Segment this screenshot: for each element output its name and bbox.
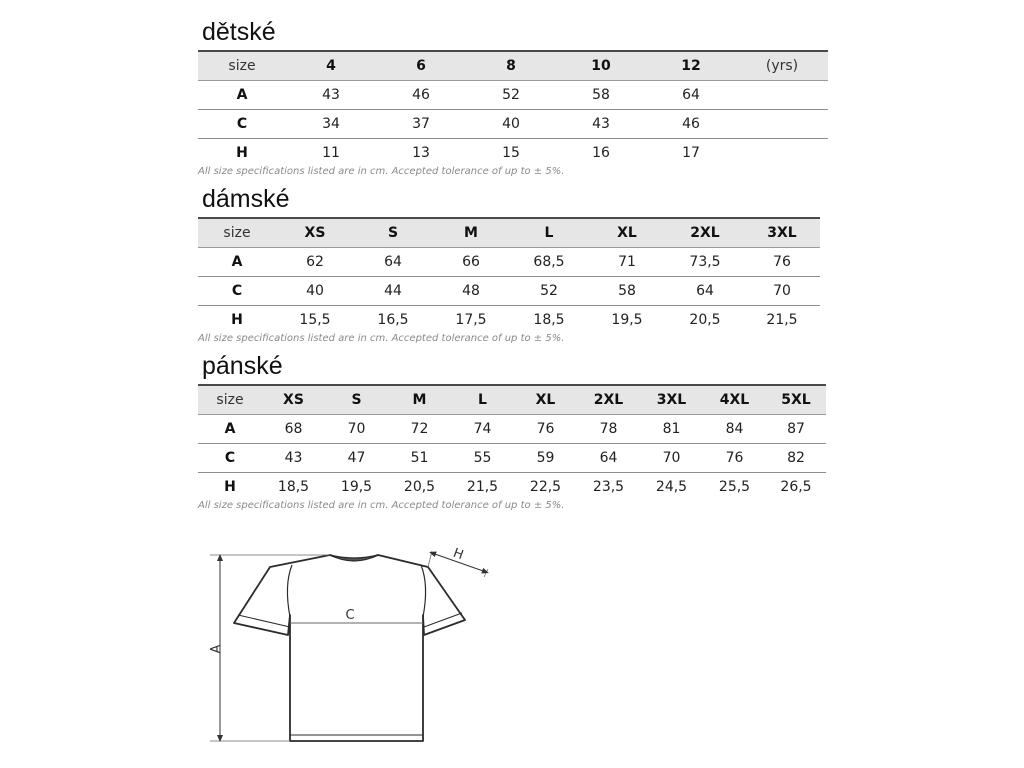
table-cell-empty	[736, 110, 828, 139]
table-cell: 18,5	[277, 479, 310, 495]
row-label: A	[231, 254, 243, 270]
table-cell: 58	[618, 283, 636, 299]
chest-width-label: C	[345, 608, 355, 623]
row-label: C	[236, 116, 248, 132]
table-cell: 19,5	[340, 479, 373, 495]
table-cell: 58	[592, 87, 610, 103]
women-size-table	[198, 217, 820, 334]
table-cell: 20,5	[689, 312, 721, 328]
table-cell: 20,5	[403, 479, 436, 495]
kids-size-col: 12	[681, 58, 701, 74]
table-cell: 70	[662, 450, 681, 466]
table-cell: 34	[322, 116, 340, 132]
table-row	[198, 473, 826, 502]
women-size-col: L	[544, 225, 554, 241]
kids-size-col: 10	[591, 58, 611, 74]
men-size-col: 5XL	[781, 392, 811, 408]
table-cell: 81	[662, 421, 681, 437]
table-cell: 37	[412, 116, 430, 132]
table-cell: 40	[306, 283, 324, 299]
table-row	[198, 139, 828, 168]
table-cell: 76	[725, 450, 744, 466]
women-size-col: 2XL	[690, 225, 720, 241]
row-label: C	[231, 283, 243, 299]
men-size-col: L	[478, 392, 487, 408]
table-cell: 76	[773, 254, 791, 270]
tshirt-collar	[330, 555, 378, 561]
sleeve-guide-2	[484, 569, 488, 577]
women-size-col: M	[464, 225, 478, 241]
table-cell: 84	[725, 421, 744, 437]
kids-size-label: size	[228, 58, 256, 74]
table-cell: 21,5	[766, 312, 798, 328]
kids-size-col: 8	[506, 58, 516, 74]
table-cell: 48	[462, 283, 480, 299]
table-cell: 68,5	[533, 254, 565, 270]
table-cell-empty	[736, 81, 828, 110]
kids-header-row	[198, 51, 828, 81]
kids-size-table	[198, 50, 828, 167]
men-size-col: M	[412, 392, 427, 408]
table-cell: 15	[502, 145, 520, 161]
table-cell: 66	[462, 254, 480, 270]
table-cell: 16	[592, 145, 610, 161]
men-size-col: XL	[535, 392, 556, 408]
tshirt-outline	[234, 555, 465, 741]
table-cell: 55	[473, 450, 492, 466]
table-cell: 51	[410, 450, 429, 466]
table-cell: 43	[284, 450, 303, 466]
sleeve-label: H	[451, 545, 466, 564]
row-label: A	[236, 87, 248, 103]
kids-tolerance-note: All size specifications listed are in cm. Accepted tolerance of up to ± 5%.	[198, 166, 565, 177]
table-cell: 24,5	[655, 479, 688, 495]
sleeve-hem-right	[424, 613, 462, 627]
table-cell: 46	[412, 87, 430, 103]
length-label: A	[209, 644, 224, 654]
women-title: dámské	[202, 185, 290, 213]
table-row	[198, 110, 828, 139]
kids-title: dětské	[202, 18, 276, 46]
table-cell: 64	[599, 450, 618, 466]
table-cell: 62	[306, 254, 324, 270]
table-cell: 59	[536, 450, 555, 466]
table-row	[198, 306, 820, 335]
men-size-col: 2XL	[593, 392, 624, 408]
table-cell: 21,5	[466, 479, 499, 495]
table-row	[198, 248, 820, 277]
men-size-col: 4XL	[719, 392, 750, 408]
men-size-col: 3XL	[656, 392, 687, 408]
table-cell: 23,5	[592, 479, 625, 495]
table-cell: 47	[347, 450, 366, 466]
table-cell: 19,5	[611, 312, 643, 328]
table-cell: 13	[412, 145, 430, 161]
row-label: H	[231, 312, 243, 328]
men-title: pánské	[202, 352, 283, 380]
table-cell: 73,5	[689, 254, 721, 270]
table-row	[198, 444, 826, 473]
table-cell: 43	[322, 87, 340, 103]
men-tolerance-note: All size specifications listed are in cm. Accepted tolerance of up to ± 5%.	[198, 500, 565, 511]
table-cell: 15,5	[299, 312, 331, 328]
women-header-row	[198, 218, 820, 248]
table-cell: 52	[502, 87, 520, 103]
women-size-col: 3XL	[767, 225, 797, 241]
table-cell: 82	[787, 450, 805, 466]
table-cell: 64	[696, 283, 714, 299]
table-cell: 64	[384, 254, 402, 270]
table-cell: 68	[284, 421, 303, 437]
table-row	[198, 81, 828, 110]
women-size-col: S	[387, 225, 399, 241]
men-header-row	[198, 385, 826, 415]
sleeve-seam-right	[421, 565, 426, 617]
row-label: H	[236, 145, 248, 161]
table-cell: 26,5	[780, 479, 812, 495]
table-cell: 17,5	[455, 312, 487, 328]
table-cell: 11	[322, 145, 340, 161]
table-cell: 46	[682, 116, 700, 132]
table-cell: 74	[473, 421, 492, 437]
table-cell: 64	[682, 87, 700, 103]
men-size-col: S	[351, 392, 362, 408]
table-cell: 52	[540, 283, 558, 299]
women-size-col: XL	[617, 225, 637, 241]
table-row	[198, 415, 826, 444]
table-cell: 70	[347, 421, 366, 437]
men-size-col: XS	[283, 392, 304, 408]
table-cell: 87	[787, 421, 805, 437]
table-cell: 70	[773, 283, 791, 299]
table-cell: 78	[599, 421, 618, 437]
men-size-label: size	[216, 392, 244, 408]
kids-unit-label: (yrs)	[765, 58, 799, 74]
row-label: C	[224, 450, 236, 466]
women-tolerance-note: All size specifications listed are in cm. Accepted tolerance of up to ± 5%.	[198, 333, 565, 344]
kids-size-col: 6	[416, 58, 426, 74]
table-cell: 17	[682, 145, 700, 161]
men-size-table	[198, 384, 826, 501]
table-cell: 43	[592, 116, 610, 132]
table-cell: 22,5	[529, 479, 562, 495]
row-label: A	[224, 421, 236, 437]
table-cell: 44	[384, 283, 402, 299]
women-size-col: XS	[304, 225, 326, 241]
table-cell: 25,5	[718, 479, 751, 495]
table-cell: 72	[410, 421, 429, 437]
table-cell-empty	[736, 139, 828, 168]
table-row	[198, 277, 820, 306]
sleeve-seam-left	[287, 565, 292, 617]
table-cell: 18,5	[533, 312, 565, 328]
table-cell: 71	[618, 254, 636, 270]
sleeve-guide-1	[428, 551, 432, 567]
row-label: H	[224, 479, 236, 495]
kids-size-col: 4	[326, 58, 336, 74]
table-cell: 16,5	[377, 312, 409, 328]
tshirt-measurement-diagram	[200, 545, 500, 750]
women-size-label: size	[223, 225, 251, 241]
table-cell: 40	[502, 116, 520, 132]
table-cell: 76	[536, 421, 555, 437]
